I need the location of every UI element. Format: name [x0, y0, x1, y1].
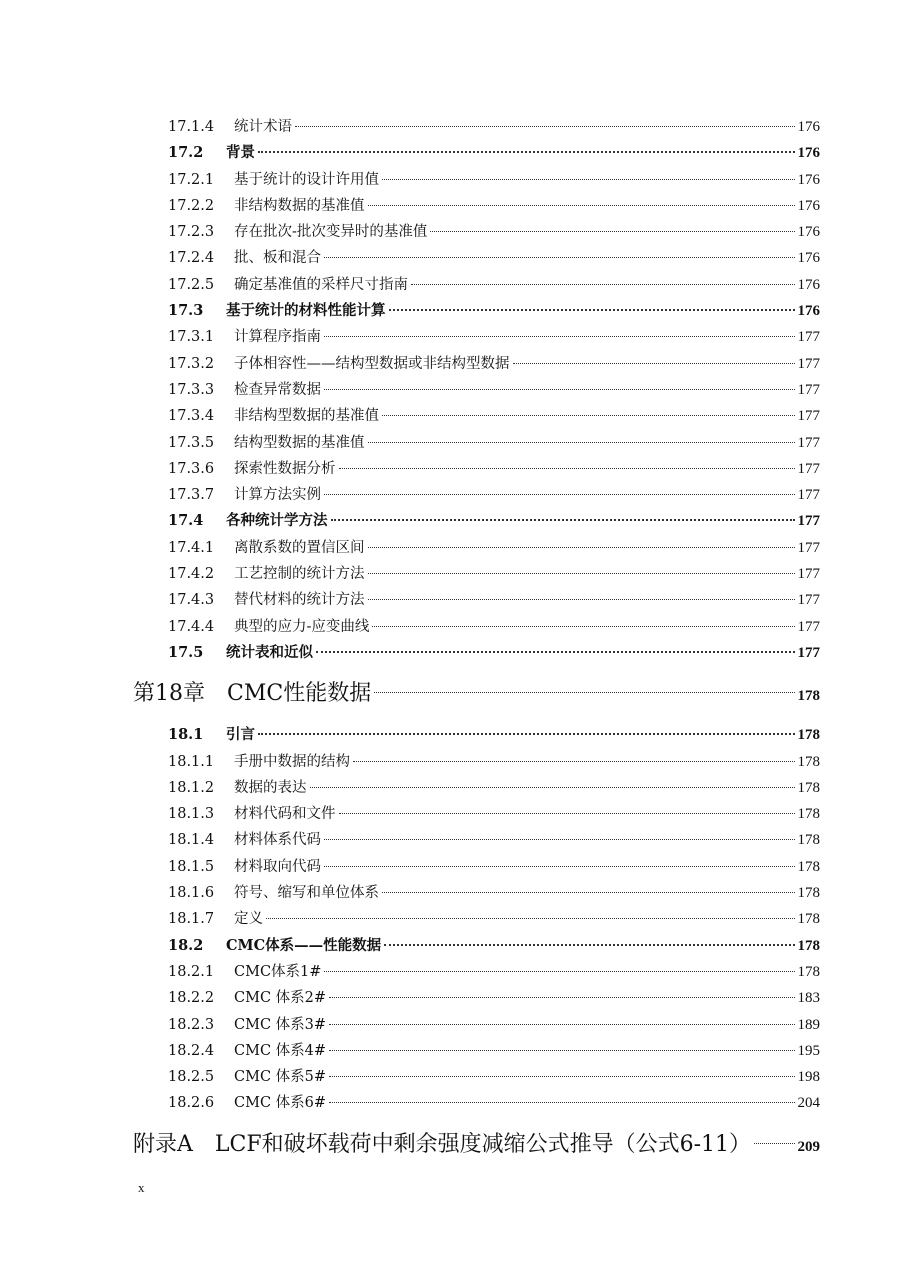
toc-entry-title: CMC体系1# — [234, 963, 322, 980]
toc-subsection-entry[interactable] — [0, 827, 915, 853]
toc-entry-title: 非结构数据的基准值 — [234, 197, 365, 214]
toc-entry-number: 附录A — [133, 1131, 193, 1157]
toc-section-entry[interactable] — [0, 508, 915, 534]
toc-entry-page: 177 — [797, 539, 820, 556]
dot-leader — [389, 309, 795, 311]
dot-leader — [324, 866, 795, 867]
toc-section-entry[interactable] — [0, 933, 915, 959]
dot-leader — [324, 971, 794, 972]
table-of-contents — [0, 114, 915, 1173]
toc-entry-number: 18.2.4 — [168, 1042, 215, 1059]
toc-subsection-entry[interactable] — [0, 219, 915, 245]
toc-entry-page: 178 — [797, 963, 820, 980]
toc-subsection-entry[interactable] — [0, 775, 915, 801]
dot-leader — [353, 761, 795, 762]
toc-subsection-entry[interactable] — [0, 749, 915, 775]
dot-leader — [258, 151, 795, 153]
toc-subsection-entry[interactable] — [0, 985, 915, 1011]
toc-subsection-entry[interactable] — [0, 959, 915, 985]
toc-entry-page: 176 — [797, 250, 820, 267]
toc-entry-number: 18.1.1 — [168, 753, 215, 770]
dot-leader — [324, 839, 795, 840]
toc-entry-title: 子体相容性——结构型数据或非结构型数据 — [234, 355, 510, 372]
toc-entry-page: 183 — [797, 990, 820, 1007]
toc-entry-number: 17.3 — [168, 302, 204, 320]
toc-entry-page: 176 — [797, 197, 820, 214]
toc-entry-page: 198 — [797, 1069, 820, 1086]
toc-entry-number: 18.2.5 — [168, 1069, 215, 1086]
dot-leader — [368, 599, 795, 600]
toc-entry-number: 17.2.4 — [168, 250, 215, 267]
dot-leader — [368, 442, 795, 443]
toc-entry-number: 18.1.7 — [168, 911, 215, 928]
dot-leader — [329, 997, 794, 998]
dot-leader — [310, 787, 795, 788]
toc-section-entry[interactable] — [0, 640, 915, 666]
toc-section-entry[interactable] — [0, 722, 915, 748]
dot-leader — [339, 813, 795, 814]
toc-entry-number: 18.2.3 — [168, 1016, 215, 1033]
toc-subsection-entry[interactable] — [0, 587, 915, 613]
toc-entry-number: 17.4 — [168, 512, 204, 530]
dot-leader — [258, 733, 795, 735]
toc-entry-page: 178 — [797, 858, 820, 875]
toc-entry-title: 检查异常数据 — [234, 381, 321, 398]
dot-leader — [329, 1102, 794, 1103]
dot-leader — [382, 179, 795, 180]
dot-leader — [382, 415, 795, 416]
toc-entry-title: 材料体系代码 — [234, 832, 321, 849]
toc-entry-title: 批、板和混合 — [234, 250, 321, 267]
toc-entry-title: CMC性能数据 — [227, 681, 372, 707]
toc-entry-title: 工艺控制的统计方法 — [234, 566, 365, 583]
toc-entry-page: 178 — [797, 779, 820, 796]
toc-entry-page: 178 — [797, 937, 820, 954]
toc-entry-title: 统计术语 — [234, 119, 292, 135]
toc-entry-page: 178 — [797, 753, 820, 770]
dot-leader — [331, 519, 795, 521]
toc-subsection-entry[interactable] — [0, 614, 915, 640]
toc-entry-title: 定义 — [234, 911, 263, 928]
dot-leader — [384, 944, 794, 946]
toc-entry-number: 17.3.2 — [168, 355, 215, 372]
toc-entry-title: 确定基准值的采样尺寸指南 — [234, 276, 408, 293]
toc-entry-title: 计算方法实例 — [234, 487, 321, 504]
toc-entry-page: 189 — [797, 1016, 820, 1033]
toc-entry-number: 17.4.3 — [168, 592, 215, 609]
toc-subsection-entry[interactable] — [0, 854, 915, 880]
toc-entry-page: 177 — [797, 566, 820, 583]
toc-entry-title: CMC 体系6# — [234, 1095, 327, 1112]
toc-subsection-entry[interactable] — [0, 377, 915, 403]
dot-leader — [295, 126, 795, 127]
toc-entry-page: 177 — [797, 513, 820, 530]
toc-chapter-entry[interactable] — [0, 672, 915, 716]
dot-leader — [329, 1050, 794, 1051]
toc-subsection-entry[interactable] — [0, 272, 915, 298]
toc-entry-number: 18.2.6 — [168, 1095, 215, 1112]
toc-entry-title: 引言 — [226, 726, 255, 744]
toc-entry-title: CMC 体系3# — [234, 1016, 327, 1033]
toc-entry-number: 17.2 — [168, 144, 204, 162]
toc-entry-page: 177 — [797, 644, 820, 661]
toc-subsection-entry[interactable] — [0, 535, 915, 561]
toc-entry-page: 176 — [797, 145, 820, 162]
toc-entry-number: 17.3.6 — [168, 460, 215, 477]
toc-subsection-entry[interactable] — [0, 482, 915, 508]
dot-leader — [339, 468, 795, 469]
dot-leader — [329, 1024, 794, 1025]
dot-leader — [374, 692, 794, 693]
dot-leader — [372, 626, 794, 627]
toc-subsection-entry[interactable] — [0, 114, 915, 140]
toc-subsection-entry[interactable] — [0, 1090, 915, 1116]
toc-entry-number: 18.2.2 — [168, 990, 215, 1007]
toc-entry-page: 177 — [797, 487, 820, 504]
toc-subsection-entry[interactable] — [0, 906, 915, 932]
toc-entry-page: 177 — [797, 592, 820, 609]
toc-entry-page: 178 — [797, 727, 820, 744]
toc-subsection-entry[interactable] — [0, 324, 915, 350]
dot-leader — [411, 284, 795, 285]
toc-subsection-entry[interactable] — [0, 456, 915, 482]
toc-entry-page: 178 — [797, 832, 820, 849]
toc-entry-number: 18.2.1 — [168, 963, 215, 980]
toc-entry-number: 17.2.5 — [168, 276, 215, 293]
dot-leader — [324, 336, 795, 337]
toc-entry-number: 第18章 — [133, 681, 205, 707]
toc-entry-title: 手册中数据的结构 — [234, 753, 350, 770]
toc-entry-number: 17.5 — [168, 643, 204, 661]
toc-subsection-entry[interactable] — [0, 351, 915, 377]
toc-entry-title: 各种统计学方法 — [226, 512, 328, 530]
toc-subsection-entry[interactable] — [0, 1064, 915, 1090]
page-number-footer: x — [138, 1180, 145, 1195]
toc-entry-title: CMC 体系5# — [234, 1069, 327, 1086]
toc-entry-page: 176 — [797, 119, 820, 135]
toc-entry-number: 17.2.3 — [168, 224, 215, 241]
toc-section-entry[interactable] — [0, 140, 915, 166]
toc-entry-title: 替代材料的统计方法 — [234, 592, 365, 609]
toc-entry-title: LCF和破坏载荷中剩余强度减缩公式推导（公式6-11） — [214, 1131, 752, 1157]
dot-leader — [368, 205, 795, 206]
toc-entry-number: 17.1.4 — [168, 119, 215, 135]
toc-subsection-entry[interactable] — [0, 1012, 915, 1038]
toc-subsection-entry[interactable] — [0, 430, 915, 456]
toc-chapter-entry[interactable] — [0, 1123, 915, 1167]
toc-subsection-entry[interactable] — [0, 193, 915, 219]
toc-entry-page: 178 — [797, 806, 820, 823]
toc-entry-title: 基于统计的材料性能计算 — [226, 302, 386, 320]
toc-entry-number: 17.4.1 — [168, 539, 215, 556]
toc-entry-title: 材料代码和文件 — [234, 806, 336, 823]
toc-subsection-entry[interactable] — [0, 801, 915, 827]
toc-subsection-entry[interactable] — [0, 561, 915, 587]
toc-entry-number: 18.1.6 — [168, 885, 215, 902]
toc-entry-title: CMC体系——性能数据 — [226, 936, 382, 954]
dot-leader — [368, 573, 795, 574]
toc-entry-page: 204 — [797, 1095, 820, 1112]
toc-entry-title: CMC 体系4# — [234, 1042, 327, 1059]
toc-entry-number: 18.1.2 — [168, 779, 215, 796]
toc-entry-page: 176 — [797, 171, 820, 188]
toc-entry-page: 177 — [797, 460, 820, 477]
toc-subsection-entry[interactable] — [0, 245, 915, 271]
toc-entry-title: 数据的表达 — [234, 779, 307, 796]
toc-entry-title: 存在批次-批次变异时的基准值 — [234, 224, 428, 241]
toc-entry-number: 17.3.4 — [168, 408, 215, 425]
toc-section-entry[interactable] — [0, 298, 915, 324]
toc-entry-page: 177 — [797, 434, 820, 451]
toc-subsection-entry[interactable] — [0, 1038, 915, 1064]
dot-leader — [368, 547, 795, 548]
toc-entry-number: 18.1.3 — [168, 806, 215, 823]
toc-entry-number: 18.1.4 — [168, 832, 215, 849]
dot-leader — [324, 494, 795, 495]
toc-entry-title: 基于统计的设计许用值 — [234, 171, 379, 188]
toc-entry-page: 176 — [797, 303, 820, 320]
toc-subsection-entry[interactable] — [0, 880, 915, 906]
toc-entry-number: 17.3.1 — [168, 329, 215, 346]
dot-leader — [324, 389, 795, 390]
toc-entry-page: 195 — [797, 1042, 820, 1059]
toc-entry-title: 非结构型数据的基准值 — [234, 408, 379, 425]
toc-entry-title: 统计表和近似 — [226, 643, 313, 661]
toc-subsection-entry[interactable] — [0, 167, 915, 193]
dot-leader — [316, 651, 795, 653]
toc-entry-page: 177 — [797, 381, 820, 398]
dot-leader — [382, 892, 795, 893]
toc-entry-title: 离散系数的置信区间 — [234, 539, 365, 556]
toc-entry-page: 177 — [797, 408, 820, 425]
dot-leader — [324, 257, 795, 258]
toc-entry-page: 178 — [797, 885, 820, 902]
toc-entry-page: 176 — [797, 276, 820, 293]
toc-entry-number: 18.1 — [168, 726, 204, 744]
toc-entry-page: 178 — [797, 688, 820, 705]
dot-leader — [430, 231, 794, 232]
toc-entry-title: 背景 — [226, 144, 255, 162]
toc-entry-number: 17.4.4 — [168, 618, 215, 635]
toc-entry-page: 209 — [797, 1138, 820, 1155]
dot-leader — [513, 363, 795, 364]
toc-entry-page: 177 — [797, 355, 820, 372]
dot-leader — [754, 1143, 794, 1144]
toc-entry-number: 17.3.3 — [168, 381, 215, 398]
toc-entry-number: 18.1.5 — [168, 858, 215, 875]
toc-entry-number: 17.2.1 — [168, 171, 215, 188]
toc-entry-title: 符号、缩写和单位体系 — [234, 885, 379, 902]
toc-entry-title: 结构型数据的基准值 — [234, 434, 365, 451]
toc-entry-page: 177 — [797, 329, 820, 346]
toc-entry-number: 17.4.2 — [168, 566, 215, 583]
toc-entry-number: 17.3.5 — [168, 434, 215, 451]
toc-entry-page: 177 — [797, 618, 820, 635]
toc-entry-page: 176 — [797, 224, 820, 241]
dot-leader — [329, 1076, 794, 1077]
toc-entry-title: 计算程序指南 — [234, 329, 321, 346]
toc-entry-number: 17.3.7 — [168, 487, 215, 504]
toc-subsection-entry[interactable] — [0, 403, 915, 429]
toc-entry-title: CMC 体系2# — [234, 990, 327, 1007]
toc-entry-title: 材料取向代码 — [234, 858, 321, 875]
toc-entry-title: 探索性数据分析 — [234, 460, 336, 477]
toc-entry-number: 17.2.2 — [168, 197, 215, 214]
toc-entry-title: 典型的应力-应变曲线 — [234, 618, 370, 635]
dot-leader — [266, 918, 795, 919]
toc-entry-number: 18.2 — [168, 936, 204, 954]
toc-entry-page: 178 — [797, 911, 820, 928]
